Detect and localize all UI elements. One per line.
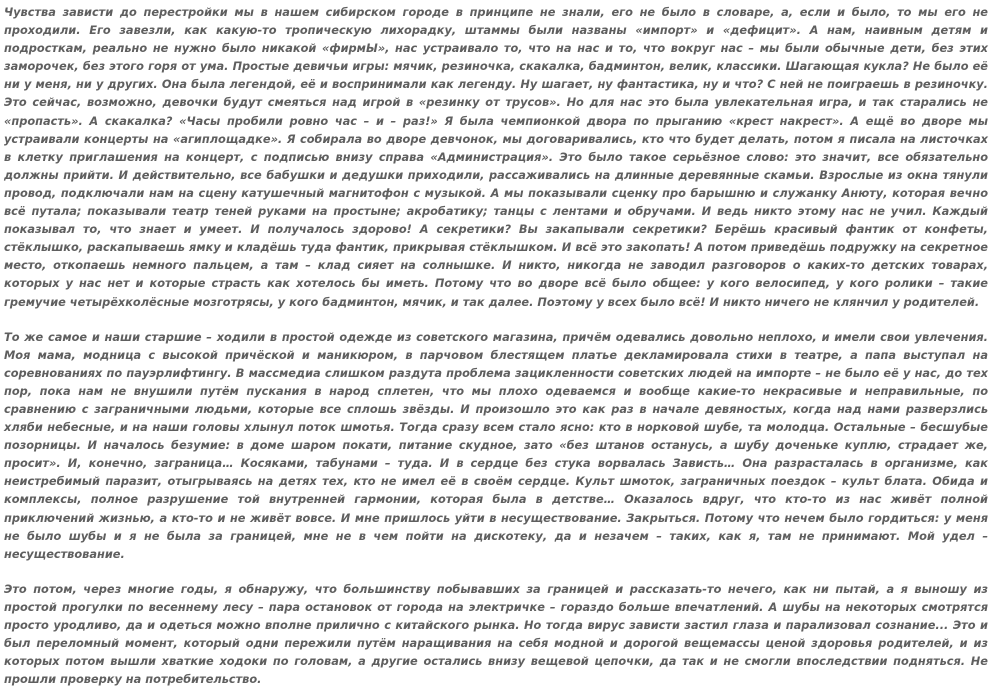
article-body	[4, 3, 988, 688]
paragraph-nineties: То же самое и наши старшие – ходили в простой одежде из советского магазина, причём одевались довольно неплохо, и имели свои увлечения. Моя мама, модница с высокой причёской и маникюром, в парчовом блестящем платье декламировала стихи в театре, а папа выступал на соревнованиях по пауэрлифтингу. В массмедиа слишком раздута проблема зацикленности советских людей на импорте – не было её у нас, до тех пор, пока нам не внушили путём пускания в народ сплетен, что мы плохо одеваемся и вообще какие-то некрасивые и неправильные, по сравнению с заграничными людьми, которые все сплошь звёзды. И произошло это как раз в начале девяностых, когда над нами разверзлись хляби небесные, и на наши головы хлынул поток шмотья. Тогда сразу всем стало ясно: кто в норковой шубе, та молодца. Остальные – бесшубые позорницы. И началось безумие: в доме шаром покати, питание скудное, зато «без штанов останусь, а шубу доченьке куплю, страдает же, просит». И, конечно, заграница… Косяками, табунами – туда. И в сердце без стука ворвалась Зависть… Она разрасталась в организме, как неистребимый паразит, отыгрываясь на детях тех, кто не имел её в своём сердце. Культ шмоток, заграничных поездок – культ блата. Обида и комплексы, полное разрушение той внутренней гармонии, которая была в детстве… Оказалось вдруг, что кто-то из нас живёт полной приключений жизнью, а кто-то и не живёт вовсе. И мне пришлось уйти в несуществование. Закрыться. Потому что нечем было гордиться: у меня не было шубы и я не была за границей, мне не в чем пойти на дискотеку, да и незачем – таких, как я, там не принимают. Мой удел – несуществование.	[4, 329, 988, 561]
paragraph-reflection: Это потом, через многие годы, я обнаружу, что большинству побывавших за границей и рассказать-то нечего, как ни пытай, а я выношу из простой прогулки по весеннему лесу – пара остановок от города на электричке – гораздо больше впечатлений. А шубы на некоторых смотрятся просто уродливо, да и одеться можно вполне прилично с китайского рынка. Но тогда вирус зависти застил глаза и парализовал сознание... Это и был переломный момент, который одни пережили путём наращивания на себя модной и дорогой вещемассы ценой здоровья родителей, и из которых потом вышли хваткие ходоки по головам, а другие остались внизу вещевой цепочки, да так и не смогли впоследствии подняться. Не прошли проверку на потребительство.	[4, 581, 988, 687]
paragraph-childhood: Чувства зависти до перестройки мы в нашем сибирском городе в принципе не знали, его не было в словаре, а, если и было, то мы его не проходили. Его завезли, как какую-то тропическую лихорадку, штаммы были названы «импорт» и «дефицит». А нам, наивным детям и подросткам, реально не нужно было никакой «фирмЫ», нас устраивало то, что на нас и то, что вокруг нас – мы были обычные дети, без этих заморочек, без этого горя от ума. Простые девичьи игры: мячик, резиночка, скакалка, бадминтон, велик, классики. Шагающая кукла? Не было её ни у меня, ни у других. Она была легендой, её и воспринимали как легенду. Ну шагает, ну фантастика, ну и что? С ней не поиграешь в резиночку. Это сейчас, возможно, девочки будут смеяться над игрой в «резинку от трусов». Но для нас это была увлекательная игра, и так старались не «пропасть». А скакалка? «Часы пробили ровно час – и – раз!» Я была чемпионкой двора по прыганию «крест накрест». А ещё во дворе мы устраивали концерты на «агиплощадке». Я собирала во дворе девчонок, мы договаривались, кто что будет делать, потом я писала на листочках в клетку приглашения на концерт, с подписью внизу справа «Администрация». Это было такое серьёзное слово: это значит, все обязательно должны прийти. И действительно, все бабушки и дедушки приходили, рассаживались на длинные деревянные скамьи. Взрослые из окна тянули провод, подключали нам на сцену катушечный магнитофон с музыкой. А мы показывали сценку про барышню и служанку Анюту, которая вечно всё путала; показывали театр теней руками на простыне; акробатику; танцы с лентами и обручами. И ведь никто этому нас не учил. Каждый показывал то, что знает и умеет. И получалось здорово! А секретики? Вы закапывали секретики? Берёшь красивый фантик от конфеты, стёклышко, раскапываешь ямку и кладёшь туда фантик, прикрывая стёклышком. И всё это закопать! А потом приведёшь подружку на секретное место, откопаешь немного пальцем, а там – клад сияет на солнышке. И никто, никогда не заводил разговоров о каких-то детских товарах, которых у нас нет и которые страсть как хотелось бы иметь. Потому что во дворе всё было общее: у кого велосипед, у кого ролики – такие гремучие четырёхколёсные мозготрясы, у кого бадминтон, мячик, и так далее. Поэтому у всех было всё! И никто ничего не клянчил у родителей.	[4, 5, 988, 309]
